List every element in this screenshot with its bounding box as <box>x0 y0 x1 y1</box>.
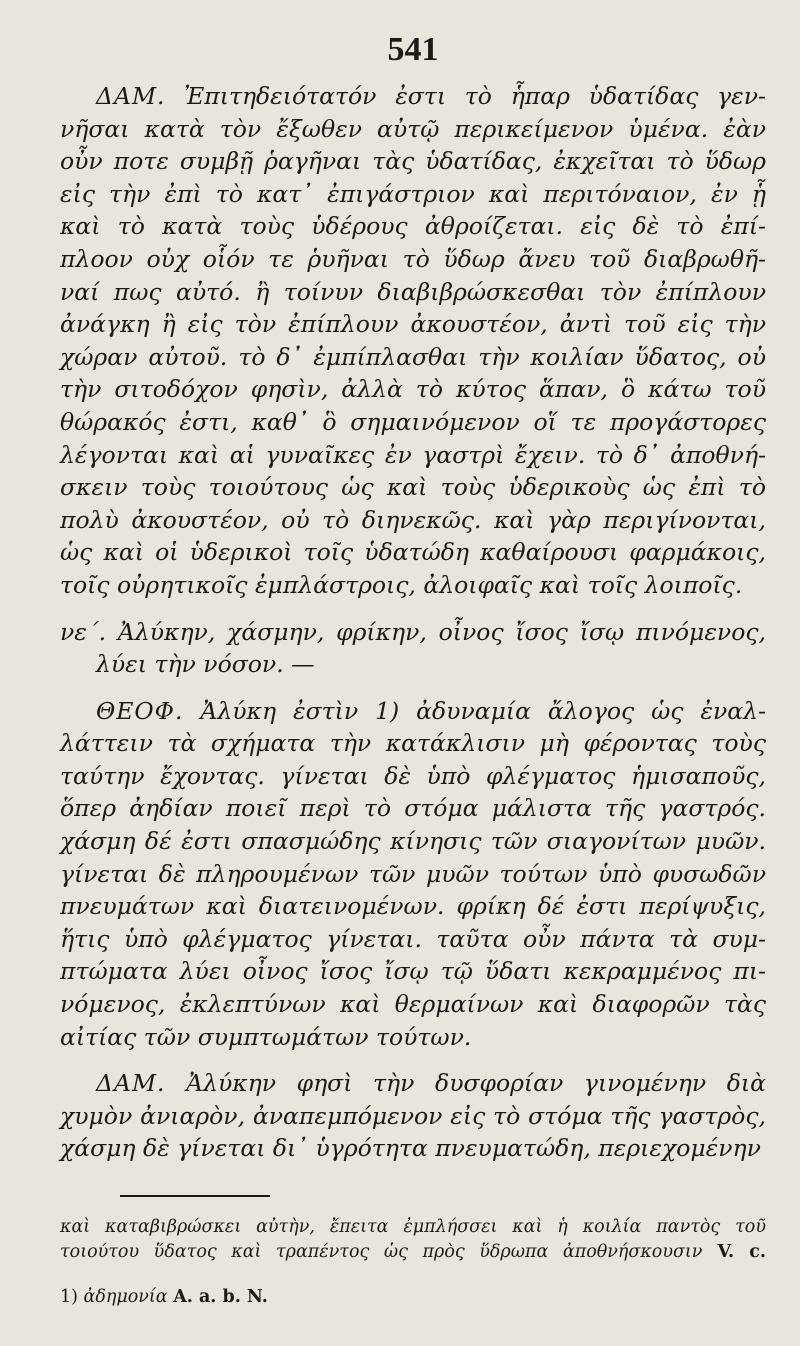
text-line <box>60 1067 766 1100</box>
speaker-label: ΔΑΜ. <box>96 1069 166 1098</box>
text-line: οὖν ποτε συμβῇ ῥαγῆναι τὰς ὑδατίδας, ἐκχεῖται τὸ ὕδωρ <box>60 147 766 176</box>
text-line: πτώματα λύει οἶνος ἴσος ἴσῳ τῷ ὕδατι κεκραμμένος πι- <box>60 957 766 986</box>
text-line: χάσμη δέ ἐστι σπασμώδης κίνησις τῶν σιαγονίτων μυῶν. <box>60 827 766 856</box>
text-line: τοῖς οὐρητικοῖς ἐμπλάστροις, ἀλοιφαῖς καὶ τοῖς λοιποῖς. <box>60 570 743 599</box>
line-text: Ἀλύκην φησὶ τὴν δυσφορίαν γινομένην διὰ <box>165 1069 766 1098</box>
text-line: σκειν τοὺς τοιούτους ὡς καὶ τοὺς ὑδερικοὺς ὡς ἐπὶ τὸ <box>60 473 766 502</box>
footnote-line <box>60 1240 766 1265</box>
text-line: νε΄. Ἀλύκην, χάσμην, φρίκην, οἶνος ἴσος ἴσῳ πινόμενος, <box>60 617 766 646</box>
footnote-siglum: V. c. <box>702 1242 767 1262</box>
footnote-text: ἀδημονία <box>83 1287 168 1307</box>
text-line <box>60 695 766 728</box>
text-line: αἰτίας τῶν συμπτωμάτων τούτων. <box>60 1022 472 1051</box>
footnote-1 <box>60 1285 766 1310</box>
text-line: πνευμάτων καὶ διατεινομένων. φρίκη δέ ἐστι περίψυξις, <box>60 892 766 921</box>
line-text: Ἀλύκη ἐστὶν 1) ἀδυναμία ἄλογος ὡς ἐναλ- <box>183 696 766 725</box>
paragraph-theophilus <box>60 695 766 1054</box>
footnote-sigla: A. a. b. N. <box>173 1287 268 1307</box>
text-line: ἥτις ὑπὸ φλέγματος γίνεται. ταῦτα οὖν πάντα τὰ συμ- <box>60 924 766 953</box>
text-line: λύει τὴν νόσον. — <box>96 650 315 679</box>
footnote-line <box>60 1215 766 1240</box>
footnote-rule <box>120 1195 270 1197</box>
text-line: ἀνάγκη ἢ εἰς τὸν ἐπίπλουν ἀκουστέον, ἀντὶ τοῦ εἰς τὴν <box>60 310 766 339</box>
text-line: καὶ τὸ κατὰ τοὺς ὑδέρους ἀθροίζεται. εἰς δὲ τὸ ἐπί- <box>60 212 766 241</box>
footnote-marker: 1) <box>60 1287 78 1307</box>
text-line: θώρακός ἐστι, καθ᾽ ὃ σημαινόμενον οἵ τε προγάστορες <box>60 407 766 436</box>
footnote-continuation <box>60 1215 766 1265</box>
footnote-line-text: τοιούτου ὕδατος καὶ τραπέντος ὡς πρὸς ὕδρωπα ἀποθνήσκουσιν <box>60 1242 703 1262</box>
text-line <box>60 80 766 113</box>
text-line: ὅπερ ἀηδίαν ποιεῖ περὶ τὸ στόμα μάλιστα τῆς γαστρός. <box>60 794 766 823</box>
text-line: πολὺ ἀκουστέον, οὐ τὸ διηνεκῶς. καὶ γὰρ περιγίνονται, <box>60 505 766 534</box>
text-line: ταύτην ἔχοντας. γίνεται δὲ ὑπὸ φλέγματος ἡμισαποῦς, <box>60 761 766 790</box>
speaker-label: ΘΕΟΦ. <box>96 696 184 725</box>
text-line: νόμενος, ἐκλεπτύνων καὶ θερμαίνων καὶ διαφορῶν τὰς <box>60 990 766 1019</box>
aphorism-55 <box>60 616 766 681</box>
text-line: ὡς καὶ οἱ ὑδερικοὶ τοῖς ὑδατώδη καθαίρουσι φαρμάκοις, <box>60 538 766 567</box>
speaker-label: ΔΑΜ. <box>96 82 166 110</box>
text-line: χυμὸν ἀνιαρὸν, ἀναπεμπόμενον εἰς τὸ στόμα τῆς γαστρὸς, <box>60 1101 766 1130</box>
text-line: λάττειν τὰ σχήματα τὴν κατάκλισιν μὴ φέροντας τοὺς <box>60 729 766 758</box>
text-line: πλοον οὐχ οἷόν τε ῥυῆναι τὸ ὕδωρ ἄνευ τοῦ διαβρωθῆ- <box>60 244 766 273</box>
paragraph-damascius-1 <box>60 80 766 602</box>
text-line: γίνεται δὲ πληρουμένων τῶν μυῶν τούτων ὑπὸ φυσωδῶν <box>60 859 766 888</box>
footnote-line-text: καὶ καταβιβρώσκει αὐτὴν, ἔπειτα ἐμπλήσσει καὶ ἡ κοιλία παντὸς τοῦ <box>60 1217 766 1237</box>
text-line: νῆσαι κατὰ τὸν ἔξωθεν αὐτῷ περικείμενον ὑμένα. ἐὰν <box>60 114 766 143</box>
page-number: 541 <box>387 31 439 68</box>
text-line: λέγονται καὶ αἱ γυναῖκες ἐν γαστρὶ ἔχειν. τὸ δ᾽ ἀποθνή- <box>60 440 766 469</box>
line-text: Ἐπιτηδειότατόν ἐστι τὸ ἧπαρ ὑδατίδας γεν- <box>165 82 766 110</box>
text-line: εἰς τὴν ἐπὶ τὸ κατ᾽ ἐπιγάστριον καὶ περιτόναιον, ἐν ᾗ <box>60 179 766 208</box>
paragraph-damascius-2 <box>60 1067 766 1165</box>
text-line: χάσμη δὲ γίνεται δι᾽ ὑγρότητα πνευματώδη, περιεχομένην <box>60 1134 761 1163</box>
text-line: χώραν αὐτοῦ. τὸ δ᾽ ἐμπίπλασθαι τὴν κοιλίαν ὕδατος, οὐ <box>60 342 766 371</box>
text-line: ναί πως αὐτό. ἢ τοίνυν διαβιβρώσκεσθαι τὸν ἐπίπλουν <box>60 277 766 306</box>
text-line: τὴν σιτοδόχον φησὶν, ἀλλὰ τὸ κύτος ἅπαν, ὃ κάτω τοῦ <box>60 375 766 404</box>
